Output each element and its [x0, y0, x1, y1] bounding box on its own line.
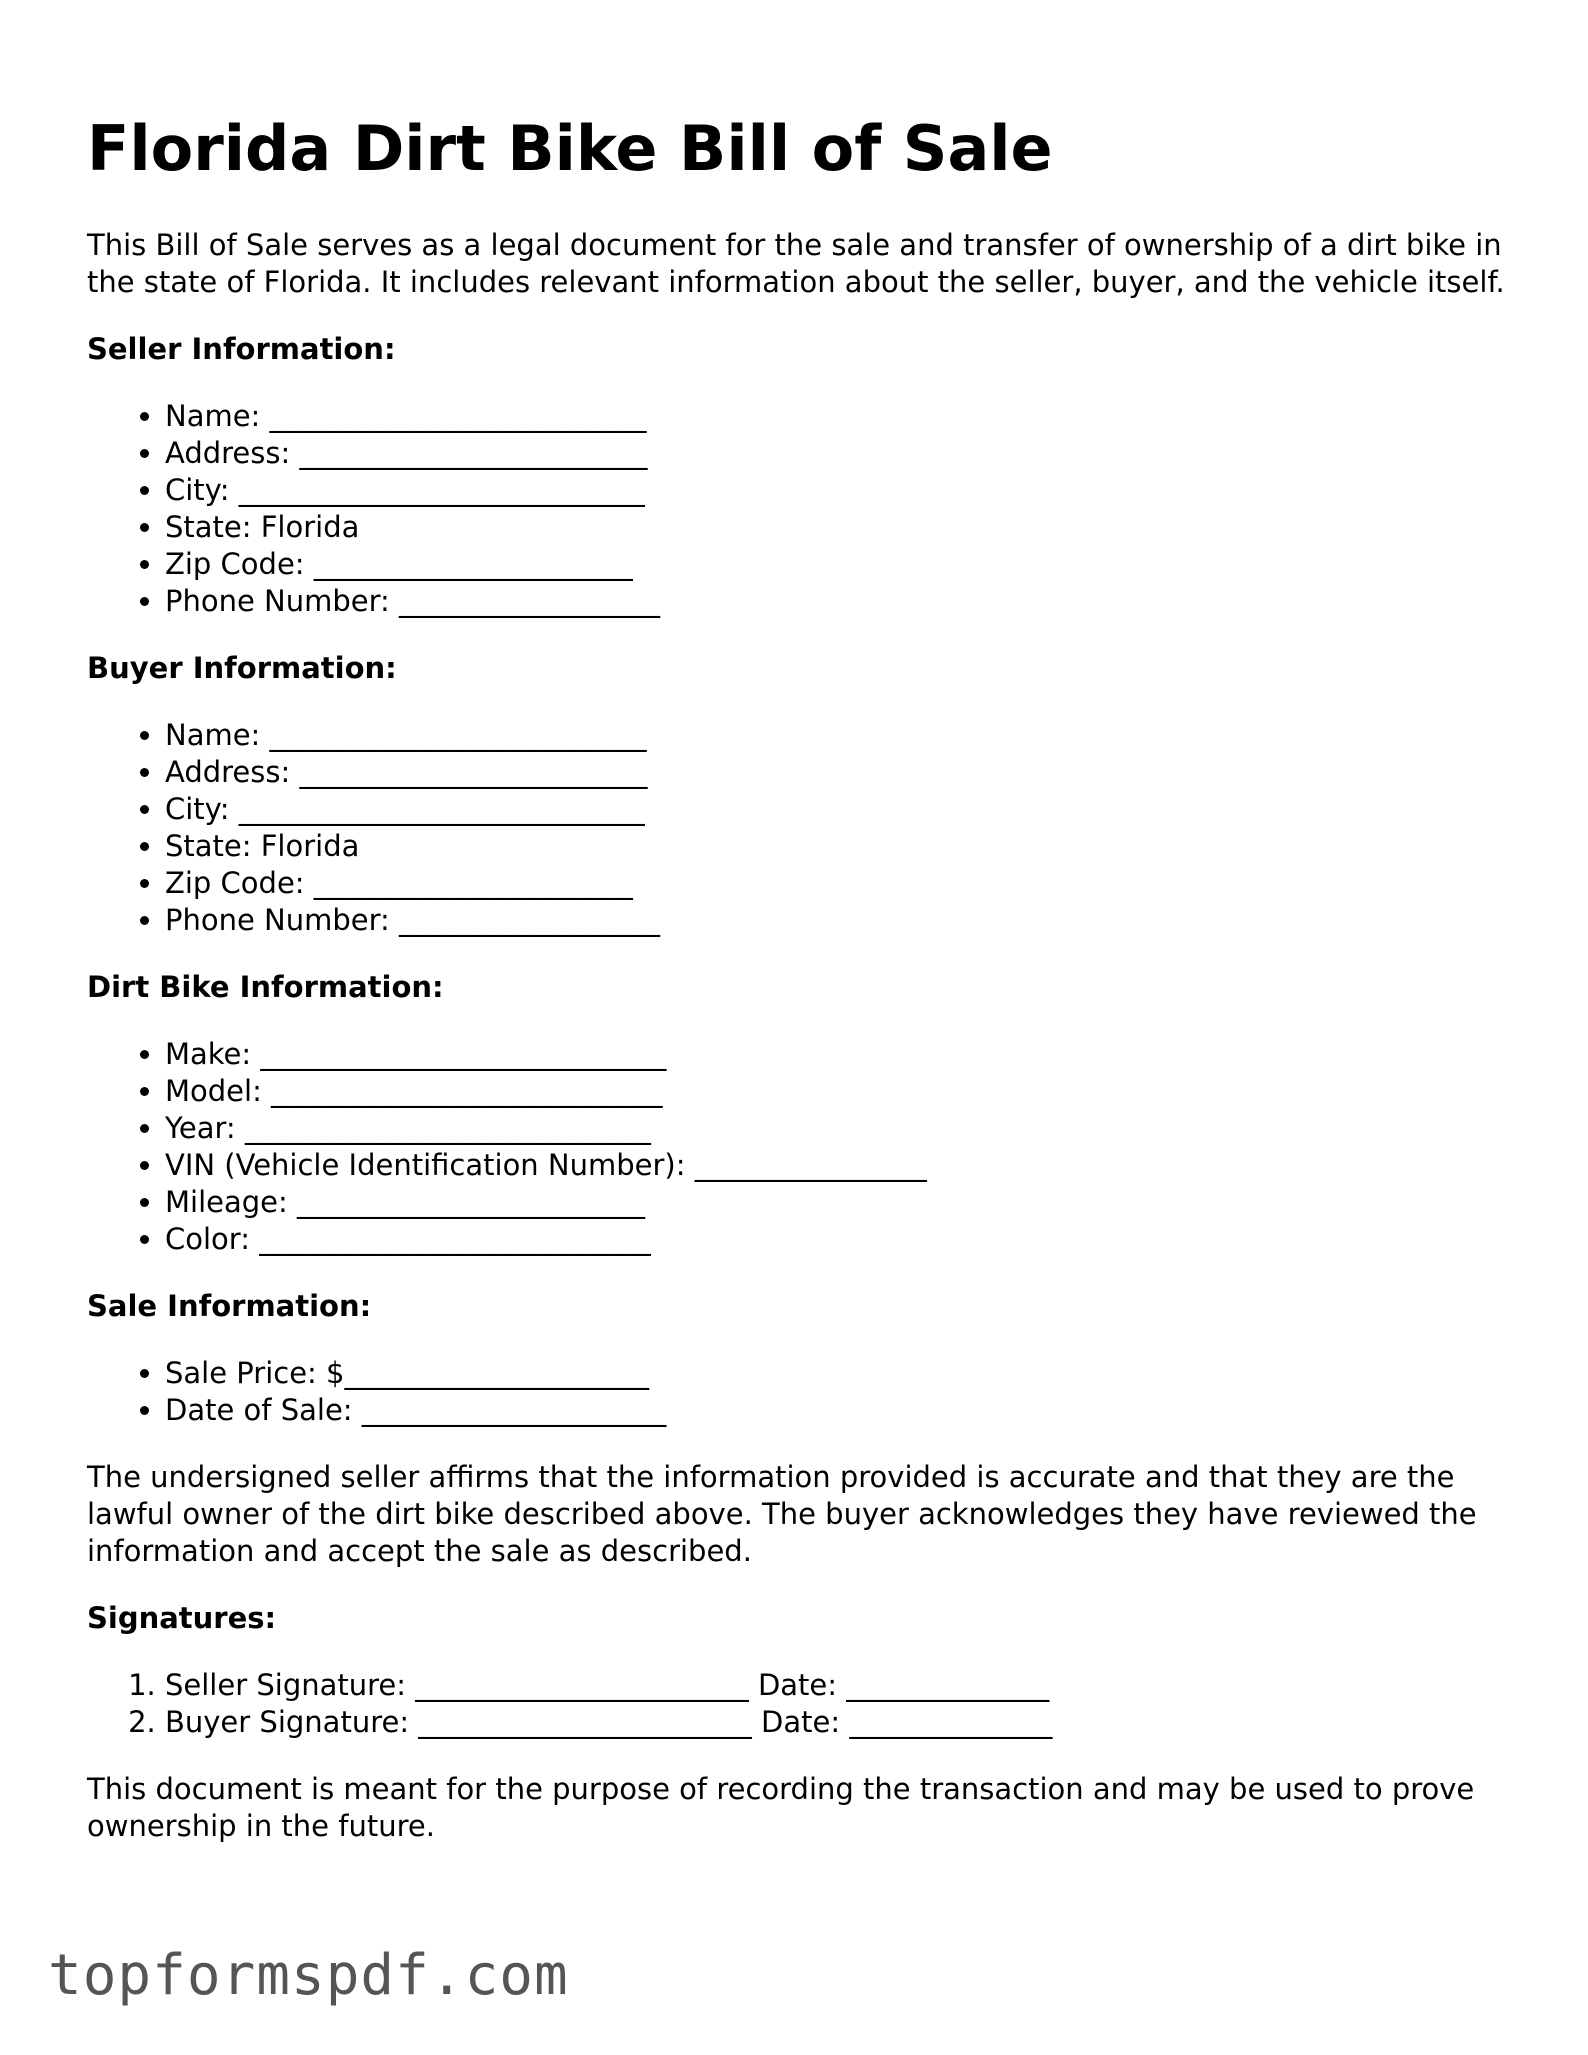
- affirmation-paragraph: The undersigned seller affirms that the information provided is accurate and that they are the lawful owner of the dirt bike described above. The buyer acknowledges they have reviewed the information and accept the sale as described.: [87, 1460, 1477, 1569]
- seller-city-field: • City: ____________________________: [165, 472, 1517, 509]
- sale-heading: Sale Information:: [87, 1289, 372, 1324]
- buyer-state-field: • State: Florida: [165, 828, 1517, 865]
- document-page: [87, 100, 1517, 1845]
- bike-make-field: • Make: ____________________________: [165, 1036, 1517, 1073]
- bike-model-field: • Model: ___________________________: [165, 1073, 1517, 1110]
- watermark: topformspdf.com: [48, 1943, 569, 2008]
- bike-color-field: • Color: ___________________________: [165, 1221, 1517, 1258]
- buyer-name-field: • Name: __________________________: [165, 717, 1517, 754]
- buyer-phone-field: • Phone Number: __________________: [165, 902, 1517, 939]
- page-title: Florida Dirt Bike Bill of Sale: [87, 112, 1053, 185]
- seller-phone-field: • Phone Number: __________________: [165, 583, 1517, 620]
- buyer-heading: Buyer Information:: [87, 651, 397, 686]
- seller-state-field: • State: Florida: [165, 509, 1517, 546]
- seller-heading: Seller Information:: [87, 332, 396, 367]
- buyer-list: [87, 717, 1517, 939]
- signatures-heading: Signatures:: [87, 1601, 277, 1636]
- bike-vin-field: • VIN (Vehicle Identification Number): ________________: [165, 1147, 1517, 1184]
- buyer-city-field: • City: ____________________________: [165, 791, 1517, 828]
- bike-year-field: • Year: ____________________________: [165, 1110, 1517, 1147]
- sale-date-field: • Date of Sale: _____________________: [165, 1392, 1517, 1429]
- seller-zip-field: • Zip Code: ______________________: [165, 546, 1517, 583]
- signatures-list: [87, 1667, 1517, 1741]
- closing-paragraph: This document is meant for the purpose of recording the transaction and may be used to prove ownership in the future.: [87, 1772, 1475, 1844]
- bike-heading: Dirt Bike Information:: [87, 970, 444, 1005]
- buyer-signature-line: 2. Buyer Signature: _______________________ Date: ______________: [165, 1704, 1517, 1741]
- bike-list: [87, 1036, 1517, 1258]
- seller-name-field: • Name: __________________________: [165, 398, 1517, 435]
- intro-paragraph: This Bill of Sale serves as a legal document for the sale and transfer of ownership of a dirt bike in the state of Florida. It includes relevant information about the seller, buyer, and the vehicle itself.: [87, 228, 1505, 300]
- bike-mileage-field: • Mileage: ________________________: [165, 1184, 1517, 1221]
- buyer-zip-field: • Zip Code: ______________________: [165, 865, 1517, 902]
- seller-list: [87, 398, 1517, 620]
- seller-signature-line: 1. Seller Signature: _______________________ Date: ______________: [165, 1667, 1517, 1704]
- sale-price-field: • Sale Price: $_____________________: [165, 1355, 1517, 1392]
- sale-list: [87, 1355, 1517, 1429]
- buyer-address-field: • Address: ________________________: [165, 754, 1517, 791]
- seller-address-field: • Address: ________________________: [165, 435, 1517, 472]
